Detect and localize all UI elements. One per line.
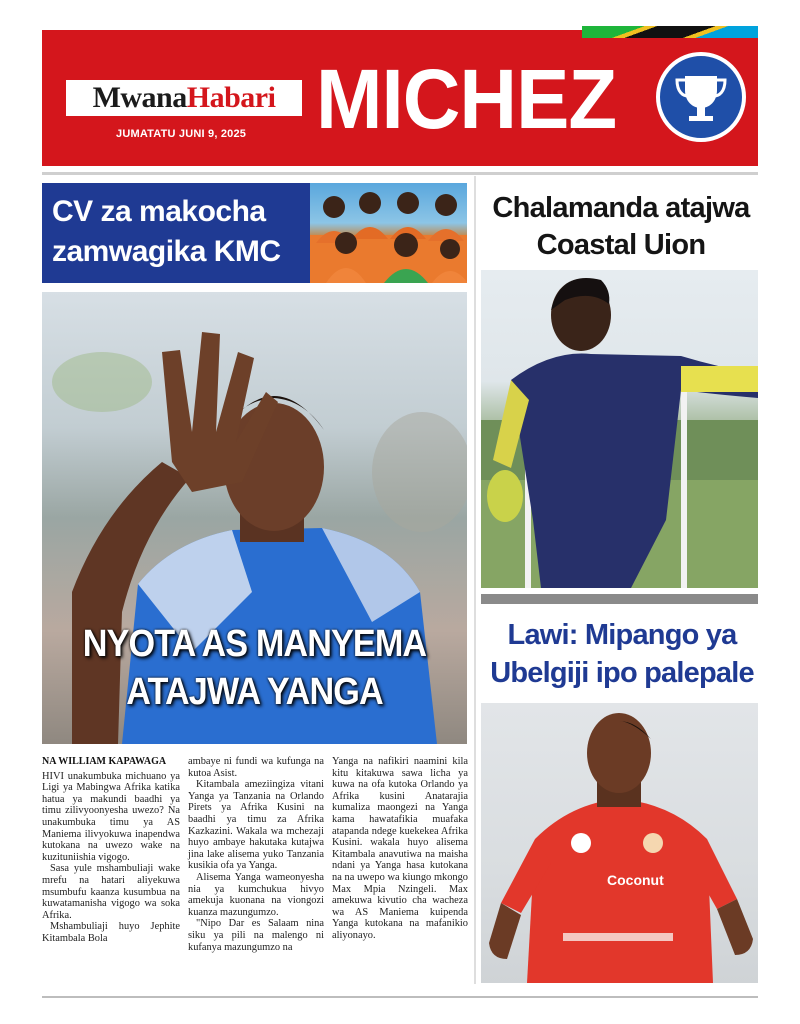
logo-text xyxy=(93,81,276,115)
issue-date: JUMATATU JUNI 9, 2025 xyxy=(116,128,247,140)
trophy-icon xyxy=(656,52,746,142)
trophy-glyph xyxy=(660,56,742,138)
article-column-3 xyxy=(332,756,468,942)
section-divider xyxy=(481,594,758,604)
lawi-headline: Lawi: Mipango ya Ubelgiji ipo palepale xyxy=(490,619,754,689)
paragraph: Yanga na nafikiri naamini kila kitu kitakuwa sawa licha ya kuwa na ofa kutoka Orlando ya Afrika kusini Anatarajia kumaliza maongezi na Yanga kama hawatafikia muafaka atapanda ndege kuekekea Afrika Kusini. wakala huyo alisema Kitambala anavutiwa na maisha ndani ya Yanga hasa kutokana na na uwepo wa kiungo mkongo Max Mpia Nzingeli. Max amekuwa kivutio cha wacheza wa AS Maniema kuipenda Yanga kutokana na mafanikio aliyonayo. xyxy=(332,756,468,941)
paragraph: Sasa yule mshambuliaji wake mrefu na hatari aliyekuwa msumbufu kaanza kusumbua na kuwatamanisha vigogo wa soka Afrika. xyxy=(42,863,180,921)
paragraph: Alisema Yanga wameonyesha nia ya kumchukua hivyo amekuja kuonana na viongozi kuanza mazungumzo. xyxy=(188,871,324,918)
player-photo xyxy=(481,703,758,983)
footer-rule xyxy=(42,996,758,998)
section-title: MICHEZ xyxy=(316,52,617,146)
article-column-2 xyxy=(188,756,324,953)
chalamanda-headline: Chalamanda atajwa Coastal Uion xyxy=(492,192,750,261)
paragraph: "Nipo Dar es Salaam nina siku ya pili na malengo ni kufanya mazungumzo na xyxy=(188,918,324,953)
goalkeeper-photo xyxy=(481,270,758,588)
svg-text:Coconut: Coconut xyxy=(607,872,664,888)
paragraph: Kitambala ameziingiza vitani Yanga ya Tanzania na Orlando Pirets ya Afrika Kusini na baadhi ya timu za Afrika Kazkazini. Wakala wa mchezaji huyo ambaye hakutaka kutajwa jina lake alisema yuko Tanzania kusikia ofa ya Yanga. xyxy=(188,779,324,872)
byline: NA WILLIAM KAPAWAGA xyxy=(42,756,167,767)
paragraph: Mshambuliaji huyo Jephite Kitambala Bola xyxy=(42,921,180,944)
paragraph: ambaye ni fundi wa kufunga na kutoa Asist. xyxy=(188,756,324,779)
article-column-1 xyxy=(42,756,180,945)
logo-part2: Habari xyxy=(186,81,276,114)
paragraph: HIVI unakumbuka michuano ya Ligi ya Mabingwa Afrika katika hatua ya makundi baadhi ya timu zilivyoonyesha uwezo? Na unakumbuka timu ya AS Maniema ilivyokuwa inapendwa kutokana na uwezo wake na kuzituniishia vigogo. xyxy=(42,770,180,863)
logo-part1: Mwana xyxy=(92,81,187,114)
lead-headline: NYOTA AS MANYEMA ATAJWA YANGA xyxy=(82,623,427,713)
column-divider xyxy=(474,176,476,984)
divider xyxy=(42,172,758,175)
team-photo xyxy=(310,183,467,283)
flag-stripe xyxy=(582,26,758,38)
cv-headline: CV za makocha zamwagika KMC xyxy=(52,195,281,268)
logo xyxy=(66,80,302,116)
